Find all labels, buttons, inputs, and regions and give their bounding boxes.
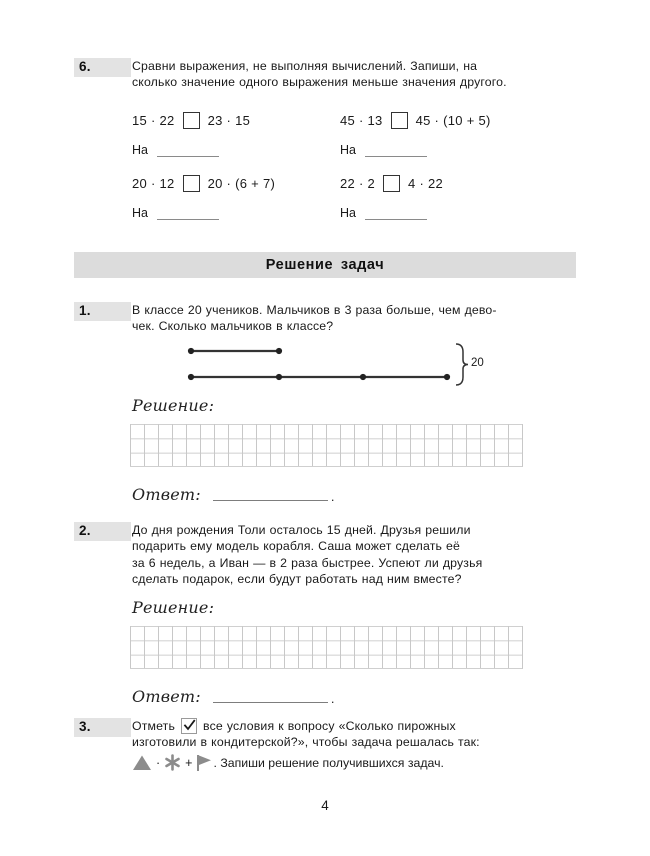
task-number: 1. bbox=[79, 303, 91, 318]
diagram-total-label: 20 bbox=[471, 357, 484, 369]
task-2-answer-period: . bbox=[330, 691, 335, 706]
na-field-1 bbox=[132, 143, 219, 157]
formula-operator-multiply: · bbox=[156, 755, 161, 770]
na-field-4 bbox=[340, 206, 427, 220]
task-3-prompt-before-checkbox: Отметь bbox=[132, 719, 176, 733]
expression-3-lhs: 20 · 12 bbox=[132, 176, 175, 191]
task-1-prompt-line-2: чек. Сколько мальчиков в классе? bbox=[132, 319, 334, 334]
comparison-box-2[interactable] bbox=[391, 112, 408, 129]
task-1-solution-label: Решение: bbox=[132, 396, 215, 415]
task-2-body bbox=[132, 522, 576, 588]
task-2-solution-label: Решение: bbox=[132, 598, 215, 617]
task-2-answer-label: Ответ: bbox=[132, 687, 201, 706]
section-banner bbox=[74, 252, 576, 278]
task-2-prompt-line-3: за 6 недель, а Иван — в 2 раза быстрее. Успеют ли друзья bbox=[132, 555, 483, 570]
expression-4-rhs: 4 · 22 bbox=[408, 176, 444, 191]
task-2-answer-blank[interactable] bbox=[213, 692, 328, 703]
section-title: Решение задач bbox=[265, 257, 385, 273]
task-3 bbox=[74, 718, 576, 776]
task-6-body bbox=[132, 58, 576, 91]
task-6-expression-row-1 bbox=[132, 112, 592, 138]
na-label-1: На bbox=[132, 143, 148, 157]
task-number: 2. bbox=[79, 523, 91, 538]
na-field-3 bbox=[132, 206, 219, 220]
task-3-prompt-line-2: изготовили в кондитерской?», чтобы задача решалась так: bbox=[132, 735, 480, 750]
task-1 bbox=[74, 302, 576, 335]
expression-4 bbox=[340, 175, 443, 192]
task-number-badge bbox=[74, 718, 131, 737]
checkmark-icon bbox=[183, 719, 196, 732]
task-2 bbox=[74, 522, 576, 588]
expression-3-rhs: 20 · (6 + 7) bbox=[207, 176, 276, 191]
task-1-answer-blank[interactable] bbox=[213, 490, 328, 501]
task-1-body bbox=[132, 302, 576, 335]
brace-icon bbox=[456, 344, 468, 385]
na-label-2: На bbox=[340, 143, 356, 157]
bottom-segment-dot-1 bbox=[188, 374, 194, 380]
task-6-na-row-1 bbox=[132, 143, 592, 167]
expression-1-rhs: 23 · 15 bbox=[207, 113, 251, 128]
top-segment-dot-start bbox=[188, 348, 194, 354]
task-1-answer-label: Ответ: bbox=[132, 485, 201, 504]
flag-icon bbox=[196, 754, 213, 772]
na-field-2 bbox=[340, 143, 427, 157]
expression-2-rhs: 45 · (10 + 5) bbox=[415, 113, 491, 128]
task-number-badge bbox=[74, 58, 131, 77]
task-2-answer-row bbox=[132, 687, 334, 706]
task-3-prompt-after-checkbox: все условия к вопросу «Сколько пирожных bbox=[203, 719, 456, 733]
task-6-prompt-line-1: Сравни выражения, не выполняя вычислений. Запиши, на bbox=[132, 59, 478, 73]
task-6-na-row-2 bbox=[132, 206, 592, 230]
task-1-answer-period: . bbox=[330, 489, 335, 504]
expression-1-lhs: 15 · 22 bbox=[132, 113, 175, 128]
task-3-body bbox=[132, 718, 576, 776]
top-segment-dot-end bbox=[276, 348, 282, 354]
page-number: 4 bbox=[321, 798, 329, 813]
formula-operator-plus: + bbox=[185, 755, 193, 770]
checkbox-checked[interactable] bbox=[181, 718, 197, 734]
task-6 bbox=[74, 58, 576, 91]
segment-diagram-svg bbox=[180, 340, 500, 392]
comparison-box-4[interactable] bbox=[383, 175, 400, 192]
na-blank-1[interactable] bbox=[157, 144, 219, 157]
comparison-box-3[interactable] bbox=[183, 175, 200, 192]
task-2-prompt-line-4: сделать подарок, если будут работать над ним вместе? bbox=[132, 572, 462, 587]
expression-2-lhs: 45 · 13 bbox=[340, 113, 383, 128]
triangle-icon bbox=[132, 754, 152, 771]
task-1-prompt-line-1: В классе 20 учеников. Мальчиков в 3 раза больше, чем дево- bbox=[132, 303, 497, 317]
expression-2 bbox=[340, 112, 491, 129]
task-2-prompt-line-1: До дня рождения Толи осталось 15 дней. Друзья решили bbox=[132, 523, 471, 537]
task-number: 3. bbox=[79, 719, 91, 734]
na-label-3: На bbox=[132, 206, 148, 220]
task-2-prompt-line-2: подарить ему модель корабля. Саша может сделать её bbox=[132, 539, 460, 554]
bottom-segment-dot-3 bbox=[360, 374, 366, 380]
task-3-prompt-line-1 bbox=[132, 718, 576, 734]
na-label-4: На bbox=[340, 206, 356, 220]
na-blank-2[interactable] bbox=[365, 144, 427, 157]
formula-expression bbox=[132, 754, 444, 772]
expression-4-lhs: 22 · 2 bbox=[340, 176, 376, 191]
task-3-formula-line bbox=[132, 754, 576, 776]
task-number-badge bbox=[74, 302, 131, 321]
comparison-box-1[interactable] bbox=[183, 112, 200, 129]
task-1-solution-grid[interactable] bbox=[130, 424, 523, 467]
task-1-answer-row bbox=[132, 485, 334, 504]
expression-1 bbox=[132, 112, 250, 129]
task-number: 6. bbox=[79, 59, 91, 74]
task-2-solution-grid[interactable] bbox=[130, 626, 523, 669]
na-blank-4[interactable] bbox=[365, 207, 427, 220]
bottom-segment-dot-4 bbox=[444, 374, 450, 380]
task-6-prompt-line-2: сколько значение одного выражения меньше значения другого. bbox=[132, 75, 507, 90]
expression-3 bbox=[132, 175, 275, 192]
asterisk-icon bbox=[164, 754, 181, 771]
task-number-badge bbox=[74, 522, 131, 541]
task-6-expression-row-2 bbox=[132, 175, 592, 201]
task-3-prompt-line-3-tail: . Запиши решение получившихся задач. bbox=[213, 755, 444, 770]
bottom-segment-dot-2 bbox=[276, 374, 282, 380]
na-blank-3[interactable] bbox=[157, 207, 219, 220]
segment-diagram bbox=[180, 340, 500, 392]
